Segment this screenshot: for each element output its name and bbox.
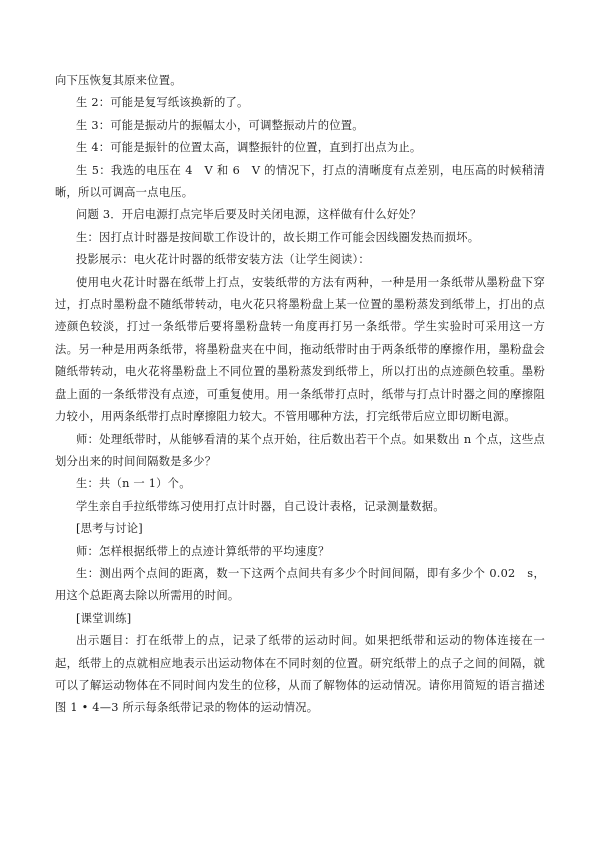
paragraph-question-3: 问题 3．开启电源打点完毕后要及时关闭电源，这样做有什么好处？ [76, 208, 422, 222]
paragraph-installation-method: 使用电火花计时器在纸带上打点，安装纸带的方法有两种，一种是用一条纸带从墨粉盘下穿过，打点时墨粉盘不随纸带转动，电火花只将墨粉盘上某一位置的墨粉蒸发到纸带上，打出的点迹颜色较淡，打过一条纸带后要将墨粉盘转一角度再打另一条纸带。学生实验时可采用这一方法。另一种是用两条纸带，将墨粉盘夹在中间，拖动纸带时由于两条纸带的摩擦作用，墨粉盘会随纸带转动，电火花将墨粉盘上不同位置的墨粉蒸发到纸带上，所以打出的点迹颜色较重。墨粉盘上面的一条纸带没有点迹，可重复使用。用一条纸带打点时，纸带与打点计时器之间的摩擦阻力较小，用两条纸带打点时摩擦阻力较大。不管用哪种方法，打完纸带后应立即切断电源。 [55, 275, 545, 424]
paragraph-student-measure: 生：测出两个点间的距离，数一下这两个点间共有多少个时间间隔，即有多少个 0.02 s，用这个总距离去除以所需用的时间。 [55, 566, 545, 603]
paragraph-student-2: 生 2：可能是复写纸该换新的了。 [76, 96, 249, 110]
paragraph-student-3: 生 3：可能是振动片的振幅太小，可调整振动片的位置。 [76, 118, 364, 132]
paragraph-continuation: 向下压恢复其原来位置。 [55, 74, 182, 87]
paragraph-student-practice: 学生亲自手拉纸带练习使用打点计时器，自己设计表格，记录测量数据。 [76, 499, 445, 513]
paragraph-exercise: 出示题目：打在纸带上的点，记录了纸带的运动时间。如果把纸带和运动的物体连接在一起，纸带上的点就相应地表示出运动物体在不同时刻的位置。研究纸带上的点子之间的间隔，就可以了解运动物体在不同时间内发生的位移，从而了解物体的运动情况。请你用简短的语言描述图 1 • 4—3 所示每条纸带记录的物体的运动情况。 [55, 634, 545, 715]
paragraph-teacher-question: 师：处理纸带时，从能够看清的某个点开始，往后数出若干个点。如果数出 n 个点，这些点划分出来的时间间隔数是多少？ [55, 432, 545, 468]
paragraph-projection: 投影展示：电火花计时器的纸带安装方法（让学生阅读）： [76, 253, 370, 267]
section-heading-discussion: [思考与讨论] [76, 522, 143, 536]
paragraph-student-count: 生：共（n 一 1）个。 [76, 477, 191, 491]
paragraph-student-5: 生 5：我选的电压在 4 V 和 6 V 的情况下，打点的清晰度有点差别，电压高的时候稍清晰，所以可调高一点电压。 [55, 163, 545, 200]
paragraph-student-4: 生 4：可能是振针的位置太高，调整振针的位置，直到打出点为止。 [76, 141, 422, 155]
paragraph-teacher-velocity: 师：怎样根据纸带上的点迹计算纸带的平均速度？ [76, 544, 330, 558]
paragraph-student-answer: 生：因打点计时器是按间歇工作设计的，故长期工作可能会因线圈发热而损坏。 [76, 230, 480, 244]
document-page [55, 70, 545, 720]
section-heading-classroom-training: [课堂训练] [76, 611, 132, 625]
